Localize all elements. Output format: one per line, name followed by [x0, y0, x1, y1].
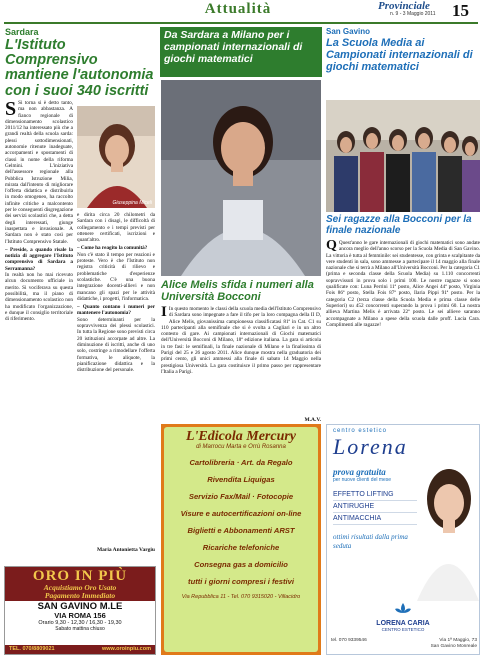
- portrait-photo: [77, 106, 155, 208]
- ad-edicola-service-item: Visure e autocertificazioni on-line: [180, 509, 302, 518]
- ad-oro-line1: Acquistiamo Oro Usato: [43, 583, 117, 592]
- ad-oro-town: SAN GAVINO M.LE: [37, 601, 123, 612]
- right-body: Quest'anno le gare internazionali di giochi matematici sono andate ancora meglio dell'anno scorso per la Scuola Media di San Gavino. La vittoria è tutta al femminile: sei studentesse, con grinta e scalpitante da vere studenti in sala, sono ammesse a partecipare il 14 maggio alla finale nazionale che si terrà a Milano all'Università Bocconi. Per la categoria C1 (prima e seconda classe della Scuola Media) su 1.110 concorrenti sopravvissuti in prova solo i primi 100. Le nostre ragazze si sono qualificate con: Luna Perrini 11ª posto, Alice Angei 44ª posto, Virginia Fois 86ª posto, Stella Fois 87ª posto, Ilaria Pippi 91ª posto. Per la categoria C2 (terza classe della Scuola Media e prima classe delle Superiori) su 452 concorrenti superando la prova i primi 60. La nostra allieva Martina Melis è arrivata 22ª posto. Le sei allieve saranno accompagnate a Milano a spese della scuola dalle proff. Lucia Cara. Complimenti alle ragazze!: [326, 240, 480, 328]
- group-illustration: [326, 100, 480, 212]
- ad-lorena-small-top: centro estetico: [333, 428, 388, 434]
- ad-oro-website: www.oroinpiu.com: [102, 646, 151, 652]
- left-article-col2: [77, 212, 155, 557]
- left-headline: L'Istituto Comprensivo mantiene l'autonomia con i suoi 340 iscritti: [5, 37, 154, 99]
- publication-name: Provinciale: [378, 0, 430, 12]
- ad-oro-street: VIA ROMA 156: [54, 611, 106, 620]
- ad-oro-in-piu: [4, 566, 156, 655]
- masthead: [0, 0, 482, 22]
- ad-edicola-footer: Via Repubblica 11 - Tel. 070 9315020 - Villacidro: [181, 594, 301, 600]
- ad-edicola-services: [166, 454, 316, 590]
- lotus-icon: [393, 601, 413, 615]
- ad-edicola-service-item: Servizio Fax/Mail · Fotocopie: [188, 492, 294, 501]
- center-photo: [161, 80, 321, 276]
- ad-lorena-promo: prova gratuita: [333, 467, 386, 477]
- ad-lorena-city: San Gavino Monreale: [430, 644, 477, 649]
- left-body-col2c: Sono determinanti per la sopravvivenza dei plessi scolastici. In tutta la Regione sono previsti circa 20 istituzioni accorpate ad altre. La diminuzione di iscritti, anche di uno solo, costringe a rimodellare l'offerta formativa, le aliquote, la pianificazione didattica e la distribuzione del personale.: [77, 316, 155, 374]
- left-question-2: – Come ha reagito la comunità?: [77, 245, 148, 252]
- group-photo: [326, 100, 480, 212]
- ad-lorena-service-item: EFFETTO LIFTING: [333, 489, 417, 501]
- ad-lorena-promo-sub: per nuove clienti del mese: [333, 477, 392, 483]
- center-dropcap: I: [161, 306, 167, 320]
- center-article-body: [161, 306, 321, 418]
- section-title: Attualità: [204, 1, 272, 17]
- right-kicker: San Gavino: [326, 27, 371, 36]
- right-photo-headline: Sei ragazze alla Bocconi per la finale nazionale: [326, 214, 472, 236]
- left-kicker: Sardara: [5, 27, 39, 37]
- center-body: In questo momento le classi della scuola media dell'Istituto Comprensivo di Sardara sono impegnate a fare il tifo per la loro compagna della II D, Alice Melis, giovanissima campionessa classificatasi 81ª in Cat. C1 su 110 partecipanti alla semifinale che si è svolta a Cagliari e in un altro contesto di gare. Ai campionati internazionali di Giochi matematici dell'Università Bocconi di Milano, 18ª edizione italiana. La gara si articola in tre fasi: le semifinali, la finale nazionale di Milano e la finalissima di Parigi del 25 e 26 agosto 2011. Alice dunque mostra nella graduatoria dei primi cento, gli unici ammessi alla finale di sabato 14 Maggio nella prestigiosa Università. La gara costituisce il primo passo per rappresentare l'Italia a Parigi.: [161, 306, 321, 375]
- ad-edicola-service-item: Consegna gas a domicilio: [194, 560, 288, 569]
- ad-lorena-logo-sub: CENTRO ESTETICO: [381, 627, 425, 632]
- ad-lorena: [326, 424, 480, 655]
- center-headline: Alice Melis sfida i numeri alla Università Bocconi: [161, 279, 314, 303]
- ad-edicola-title: L'Edicola Mercury: [185, 429, 297, 444]
- right-article-header: [326, 27, 480, 99]
- portrait-illustration: [77, 106, 155, 208]
- right-dropcap: Q: [326, 240, 337, 253]
- ad-oro-hours: Orario 9,30 - 12,30 / 16,30 - 19,30: [38, 620, 122, 626]
- ad-oro-phone: TEL. 070/8809021: [9, 646, 55, 652]
- ad-edicola-service-item: Cartolibreria · Art. da Regalo: [189, 458, 293, 467]
- ad-oro-footer: [5, 645, 155, 654]
- ad-lorena-address: Via 1ª Maggio, 73: [439, 638, 477, 643]
- left-byline: Maria Antonietta Vargiu: [96, 547, 155, 553]
- ad-oro-title: ORO IN PIÙ: [32, 568, 128, 584]
- left-question-3: – Quanto contano i numeri per mantenere l'autonomia?: [77, 304, 155, 317]
- left-body-col2: e dirita circa 20 chilometri da Sardara con i disagi, le difficoltà di collegamento e i tempi previsti per ottenere certificati, iscrizioni e quant'altro.: [77, 212, 155, 244]
- dropcap: S: [5, 100, 17, 120]
- ad-lorena-logo: [327, 601, 479, 632]
- page-number: 15: [452, 1, 469, 20]
- left-article-header: [5, 27, 157, 97]
- left-body-col1b: In realtà non ho mai ricevuto alcun documento ufficiale in merito. Si vociferava su questa possibilità, ma il piano di dimensionamento scolastico non ha modificato l'organizzazione, e dunque il consiglio territoriale di riferimento.: [5, 272, 73, 323]
- ad-lorena-contacts: [331, 638, 477, 650]
- left-article-col1: [5, 100, 73, 560]
- ad-edicola-panel: [164, 427, 318, 652]
- ad-edicola-service-item: Biglietti e Abbonamenti ARST: [187, 526, 295, 535]
- header-rule: [4, 22, 478, 24]
- center-banner-headline: Da Sardara a Milano per i campionati internazionali di giochi matematici: [160, 27, 322, 77]
- ad-lorena-service-item: ANTIRUGHE: [333, 501, 417, 513]
- ad-lorena-tagline: ottimi risultati dalla prima seduta: [333, 533, 408, 550]
- center-byline: M.A.V.: [304, 417, 321, 423]
- ad-oro-body: [5, 602, 155, 632]
- photo-caption: Giuseppina Miceli: [112, 200, 152, 206]
- right-article-body: [326, 240, 480, 418]
- right-headline: La Scuola Media ai Campionati internazionali di giochi matematici: [326, 37, 473, 73]
- ad-edicola-service-item: Ricariche telefoniche: [202, 543, 280, 552]
- left-question-1: – Preside, a quando risale la notizia di aggregare l'Istituto comprensivo di Sardara a Serramanna?: [5, 246, 73, 272]
- ad-edicola-subtitle: di Marrocu Marta e Orrù Rosanna: [196, 444, 286, 450]
- left-body-col1: Si torna si è detto tanto, ma non abbastanza. A fianco regionale di dimensionamento scolastico 2011/12 ha interessato più che a grandi realtà della scuola sarda: plessi sottodimensionati, autonomie ritenute inadeguate, accorpamenti e spostamenti di classi in nome della riforma Gelmini. L'iniziativa dell'assessore regionale alla Pubblica Istruzione Milia, mirata dall'intento di migliorare l'offerta didattica e distribuirla in modo omogeneo, ha raccolto infinite critiche a malcontento per le conseguenti disgregazione dei servizi scolastici che, a detta degli interessati, giunge inaspettata e invasionale. A Sardara non è stato così per l'Istituto Comprensivo Statale.: [5, 100, 73, 245]
- ad-edicola-service-item: tutti i giorni compresi i festivi: [188, 577, 294, 586]
- ad-oro-header: [5, 567, 155, 601]
- student-illustration: [161, 80, 321, 276]
- ad-lorena-services: [333, 489, 417, 525]
- ad-edicola: [161, 424, 321, 655]
- ad-lorena-brand: Lorena: [333, 434, 408, 459]
- ad-lorena-phone: tel. 070 9339546: [331, 638, 367, 643]
- left-body-col2b: Non c'è stato il tempo per reazioni e proteste. Vero è che l'Istituto non registra criticità di rilievo e problematiche d'esperienze scolastiche. C'è una buona integrazione docenti-allievi e non mancano gli spazi per le attività didattiche, i progetti, l'informatica.: [77, 251, 155, 302]
- model-illustration: [417, 461, 479, 601]
- ad-oro-line2: Pagamento Immediato: [44, 591, 116, 600]
- issue-date: n. 9 - 3 Maggio 2011: [390, 11, 436, 17]
- ad-lorena-logo-text: LORENA CARIA: [376, 620, 430, 627]
- ad-edicola-service-item: Rivendita Liquigas: [207, 475, 275, 484]
- ad-lorena-promo-block: [333, 467, 417, 551]
- ad-lorena-service-item: ANTIMACCHIA: [333, 513, 417, 525]
- ad-oro-hours2: Sabato mattina chiuso: [55, 626, 105, 632]
